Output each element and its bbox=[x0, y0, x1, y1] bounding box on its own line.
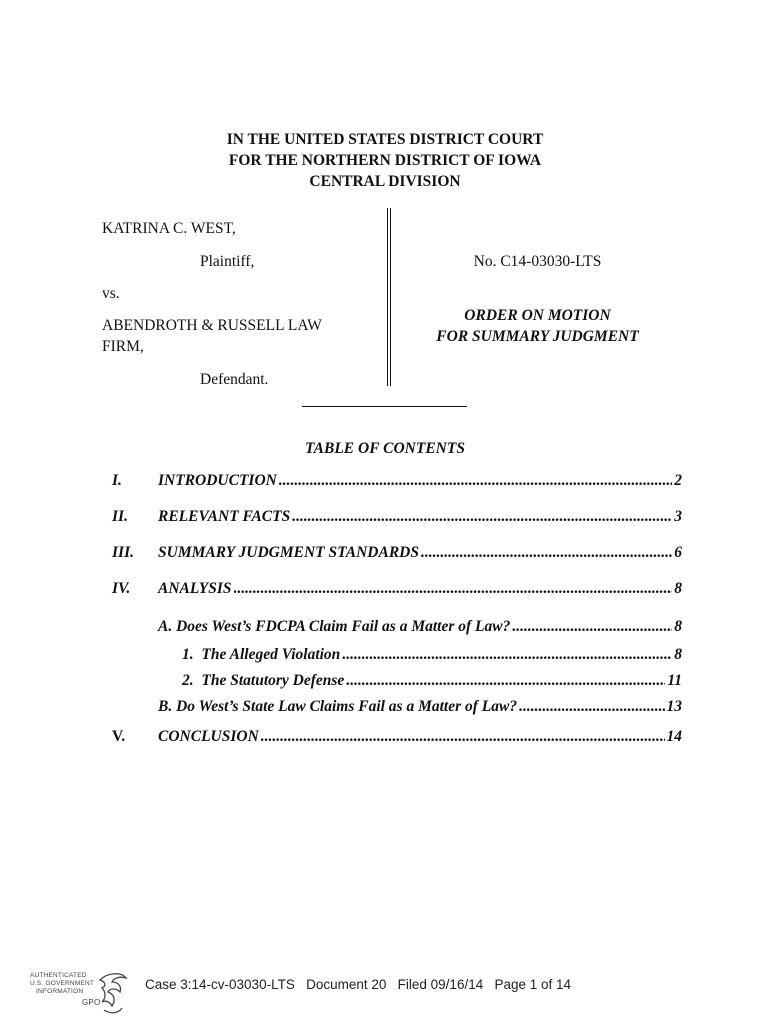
seal-text-line-1: AUTHENTICATED bbox=[30, 972, 87, 979]
toc-entry-page: 13 bbox=[666, 698, 682, 715]
toc-entry-state-law-claims bbox=[158, 697, 682, 717]
toc-entry-number: I. bbox=[112, 472, 122, 489]
footer-filed-date: Filed 09/16/14 bbox=[397, 977, 484, 992]
toc-entry-number: V. bbox=[112, 728, 126, 745]
footer-document-number: Document 20 bbox=[306, 977, 387, 992]
eagle-icon bbox=[96, 970, 130, 1016]
toc-entry-page: 8 bbox=[674, 580, 682, 597]
toc-entry-label: INTRODUCTION bbox=[158, 472, 277, 489]
toc-leader-dots bbox=[342, 645, 672, 665]
plaintiff-role: Plaintiff, bbox=[200, 253, 255, 270]
toc-leader-dots bbox=[519, 697, 664, 717]
court-heading bbox=[0, 129, 770, 192]
toc-entry-label: 1. The Alleged Violation bbox=[182, 646, 341, 663]
toc-entry-page: 8 bbox=[674, 646, 682, 663]
toc-entry-label: 2. The Statutory Defense bbox=[182, 672, 345, 689]
toc-entry-page: 6 bbox=[674, 544, 682, 561]
toc-entry-page: 3 bbox=[674, 508, 682, 525]
court-line-1: IN THE UNITED STATES DISTRICT COURT bbox=[226, 131, 544, 148]
court-line-3: CENTRAL DIVISION bbox=[309, 173, 461, 190]
toc-entry-fdcpa-claim bbox=[158, 617, 682, 637]
toc-entry-label: ANALYSIS bbox=[158, 580, 232, 597]
toc-leader-dots bbox=[421, 543, 672, 563]
seal-text-line-2: U.S. GOVERNMENT bbox=[30, 980, 95, 987]
caption-divider bbox=[387, 208, 391, 386]
toc-entry-statutory-defense bbox=[182, 671, 682, 691]
toc-entry-number: IV. bbox=[112, 580, 131, 597]
page-footer bbox=[145, 977, 571, 992]
toc-entry-label: CONCLUSION bbox=[158, 728, 259, 745]
order-title bbox=[400, 305, 675, 347]
toc-leader-dots bbox=[292, 507, 672, 527]
toc-entry-label: B. Do West’s State Law Claims Fail as a Matter of Law? bbox=[158, 698, 518, 715]
court-line-2: FOR THE NORTHERN DISTRICT OF IOWA bbox=[228, 152, 542, 169]
case-number: No. C14-03030-LTS bbox=[473, 253, 602, 270]
toc-leader-dots bbox=[346, 671, 665, 691]
defendant-role: Defendant. bbox=[200, 371, 269, 388]
toc-entry-analysis bbox=[112, 579, 682, 599]
toc-entry-label: A. Does West’s FDCPA Claim Fail as a Matter of Law? bbox=[158, 618, 511, 635]
case-caption-parties bbox=[102, 218, 372, 390]
gpo-authentication-seal bbox=[30, 970, 130, 1016]
footer-case-number: Case 3:14-cv-03030-LTS bbox=[145, 977, 295, 992]
defendant-name-line-1: ABENDROTH & RUSSELL LAW bbox=[102, 317, 322, 334]
toc-leader-dots bbox=[234, 579, 673, 599]
toc-entry-relevant-facts bbox=[112, 507, 682, 527]
toc-entry-introduction bbox=[112, 471, 682, 491]
toc-entry-page: 14 bbox=[666, 728, 682, 745]
title-divider-rule bbox=[302, 406, 467, 407]
defendant-name-line-2: FIRM, bbox=[102, 338, 144, 355]
toc-entry-number: II. bbox=[112, 508, 128, 525]
toc-entry-page: 8 bbox=[674, 618, 682, 635]
toc-entry-alleged-violation bbox=[182, 645, 682, 665]
toc-entry-number: III. bbox=[112, 544, 134, 561]
toc-leader-dots bbox=[261, 727, 665, 747]
toc-entry-summary-judgment-standards bbox=[112, 543, 682, 563]
order-title-line-2: FOR SUMMARY JUDGMENT bbox=[436, 328, 639, 345]
toc-title: TABLE OF CONTENTS bbox=[305, 440, 465, 457]
toc-leader-dots bbox=[279, 471, 672, 491]
footer-page-number: Page 1 of 14 bbox=[494, 977, 572, 992]
order-title-line-1: ORDER ON MOTION bbox=[464, 307, 611, 324]
toc-entry-page: 2 bbox=[674, 472, 682, 489]
toc-entry-conclusion bbox=[112, 727, 682, 747]
toc-entry-label: SUMMARY JUDGMENT STANDARDS bbox=[158, 544, 419, 561]
toc-entry-page: 11 bbox=[667, 672, 682, 689]
plaintiff-name: KATRINA C. WEST, bbox=[102, 220, 236, 237]
toc-leader-dots bbox=[512, 617, 672, 637]
seal-text-line-4: GPO bbox=[82, 998, 101, 1007]
versus-label: vs. bbox=[102, 285, 120, 302]
seal-text-line-3: INFORMATION bbox=[36, 988, 84, 995]
toc-entry-label: RELEVANT FACTS bbox=[158, 508, 291, 525]
